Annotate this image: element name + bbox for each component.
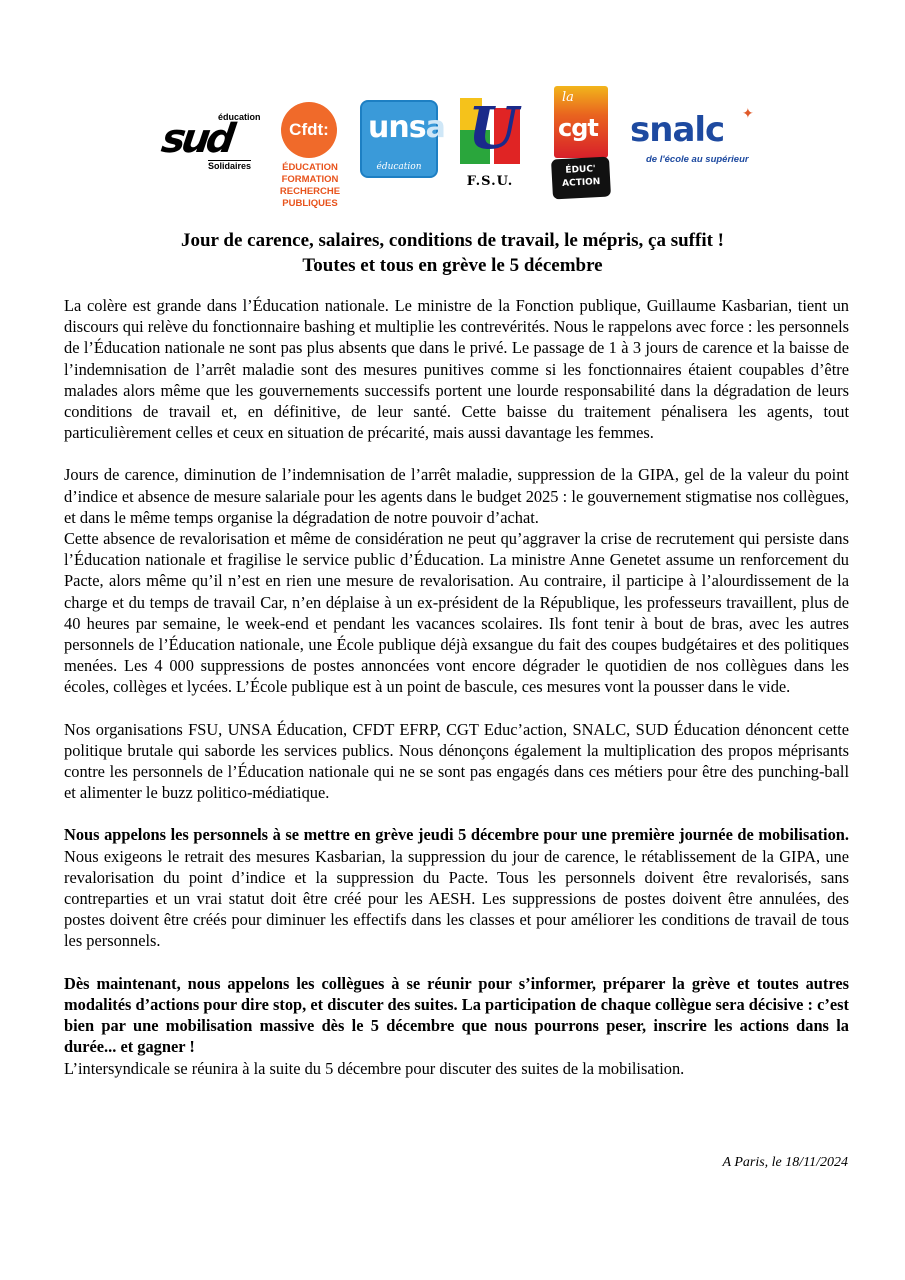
cgt-logo-word: cgt	[558, 114, 598, 142]
union-logos	[158, 82, 760, 209]
paragraph-1: La colère est grande dans l’Éducation nationale. Le ministre de la Fonction publique, Guillaume Kasbarian, tient un discours qui relève du fonctionnaire bashing et multiplie les contrevérités. Nous le rappelons avec force : les personnels de l’Éducation nationale ne sont pas plus absents que dans le privé. Le passage de 1 à 3 jours de carence et la baisse de l’indemnisation de l’arrêt maladie sont des mesures punitives comme si les fonctionnaires étaient coupables d’être malades alors même que les gouvernements successifs portent une lourde responsabilité dans la dégradation de leurs conditions de travail et, en définitive, de leur santé. Cette baisse du traitement pénalisera les agents, tout particulièrement celles et ceux en situation de précarité, mais aussi davantage les femmes.	[64, 296, 849, 443]
snalc-logo-word: snalc	[630, 110, 725, 150]
call-rest-text: Nous exigeons le retrait des mesures Kasbarian, la suppression du jour de carence, le rétablissement de la GIPA, une revalorisation du point d’indice et la suppression du Pacte. Tous les personnels doivent être revalorisés, sans contreparties et un vrai statut doit être créé pour les AESH. Les suppressions de postes doivent être annulées, des postes doivent être créés pour diminuer les effectifs dans les classes et pour améliorer les conditions de travail de tous les personnels.	[64, 846, 849, 951]
paragraph-2: Jours de carence, diminution de l’indemnisation de l’arrêt maladie, suppression de la GIPA, gel de la valeur du point d’indice et absence de mesure salariale pour les agents dans le budget 2025 : le gouvernement stigmatise nos collègues, et dans le même temps organise la dégradation de notre pouvoir d’achat.	[64, 465, 849, 527]
paragraph-final-line: L’intersyndicale se réunira à la suite du 5 décembre pour discuter des suites de la mobilisation.	[64, 1058, 685, 1078]
fsu-logo-mark	[460, 94, 520, 164]
cfdt-logo-circle: Cfdt:	[281, 102, 337, 158]
sud-logo-word: sud	[158, 116, 235, 162]
cgt-logo-line2: ACTION	[561, 176, 601, 189]
sud-logo-top: éducation	[218, 112, 261, 122]
title-line-2: Toutes et tous en grève le 5 décembre	[302, 255, 603, 276]
sud-education-logo	[158, 112, 261, 172]
cgt-logo-top	[554, 86, 608, 158]
document-body	[64, 295, 849, 1079]
star-icon: ✦	[742, 107, 754, 122]
cgt-logo-la: la	[562, 90, 574, 105]
cfdt-logo-subtitle	[260, 162, 360, 210]
unsa-logo-sub: éducation	[376, 162, 422, 172]
snalc-logo	[630, 107, 760, 170]
cfdt-logo	[260, 102, 360, 209]
paragraph-call	[64, 824, 849, 951]
final-bold-text: Dès maintenant, nous appelons les collègues à se réunir pour s’informer, préparer la grève et toutes autres modalités d’actions pour dire stop, et discuter des suites. La participation de chaque collègue sera décisive : c’est bien par une mobilisation massive dès le 5 décembre que nous pourrons peser, inscrire les actions dans la durée... et gagner !	[64, 973, 849, 1057]
unsa-logo-a: a	[425, 110, 445, 145]
sud-logo-bottom: Solidaires	[208, 161, 252, 171]
fsu-logo	[456, 94, 524, 198]
cgt-logo-line1: ÉDUC'	[565, 164, 596, 176]
snalc-logo-sub: de l'école au supérieur	[646, 154, 749, 165]
paragraph-final	[64, 973, 849, 1058]
call-bold-text: Nous appelons les personnels à se mettre en grève jeudi 5 décembre pour une première journée de mobilisation.	[64, 825, 849, 845]
cfdt-sub-line1: ÉDUCATION FORMATION	[281, 162, 339, 185]
document-title	[60, 228, 845, 278]
cgt-logo-bottom	[551, 157, 611, 200]
fsu-logo-letter: U	[468, 94, 519, 162]
unsa-education-logo	[360, 100, 445, 178]
signature-date: A Paris, le 18/11/2024	[722, 1155, 848, 1170]
title-line-1: Jour de carence, salaires, conditions de travail, le mépris, ça suffit !	[180, 230, 725, 251]
cgt-educaction-logo	[552, 86, 610, 198]
unsa-logo-main: uns	[368, 110, 426, 145]
cfdt-sub-line2: RECHERCHE PUBLIQUES	[279, 186, 341, 209]
fsu-logo-text: F.S.U.	[466, 174, 514, 189]
unsa-logo-word	[368, 110, 445, 145]
paragraph-3: Cette absence de revalorisation et même de considération ne peut qu’aggraver la crise de recrutement qui persiste dans l’Éducation nationale et fragilise le service public d’Éducation. La ministre Anne Genetet assume un renforcement du Pacte, alors même qu’il n’est en rien une mesure de revalorisation. Au contraire, il participe à l’alourdissement de la charge et du temps de travail Car, n’en déplaise à un ex-président de la République, les professeurs travaillent, plus de 40 heures par semaine, le week-end et pendant les vacances scolaires. Ils font tenir à bout de bras, avec les autres personnels de l’Éducation nationale, une École publique déjà exsangue du fait des coupes budgétaires et des politiques menées. Les 4 000 suppressions de postes annoncées vont encore dégrader le quotidien de nos collègues dans les écoles, collèges et lycées. L’École publique est à un point de bascule, ces mesures vont la pousser dans le vide.	[64, 529, 849, 697]
paragraph-4: Nos organisations FSU, UNSA Éducation, CFDT EFRP, CGT Educ’action, SNALC, SUD Éducation dénoncent cette politique brutale qui saborde les services publics. Nous dénonçons également la multiplication des propos méprisants contre les personnels de l’Éducation nationale qui ne se sont pas engagés dans ces métiers pour être des punching-ball et alimenter le buzz politico-médiatique.	[64, 719, 849, 803]
